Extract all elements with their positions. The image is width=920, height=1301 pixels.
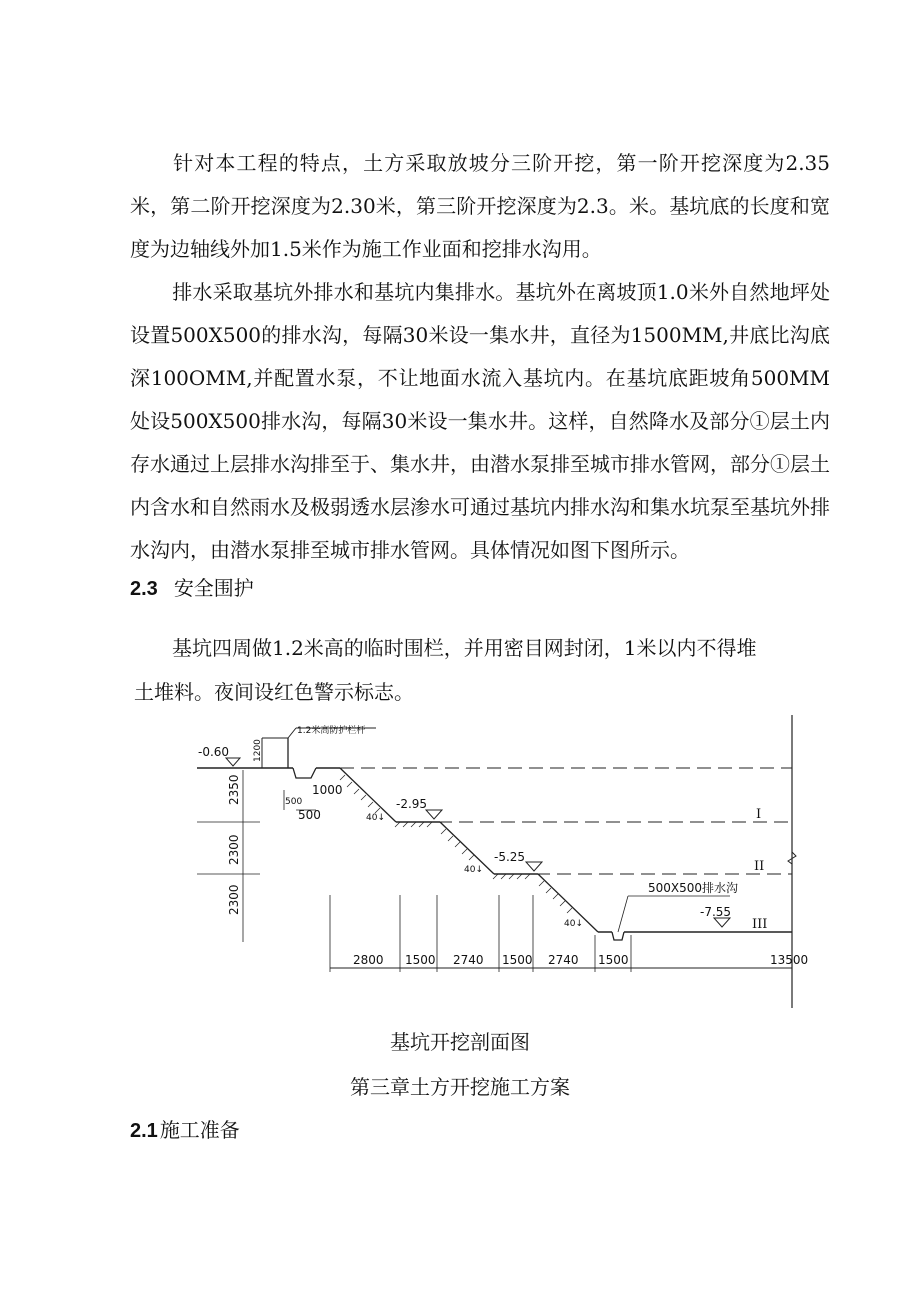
elevation-label: -5.25 bbox=[494, 850, 526, 864]
fence-label: 1.2米高防护栏杆 bbox=[297, 726, 366, 736]
bottom-dim: 2740 bbox=[453, 953, 484, 967]
section-number: 2.1 bbox=[130, 1120, 158, 1142]
section-number: 2.3 bbox=[130, 578, 158, 600]
bottom-dim: 2740 bbox=[548, 953, 579, 967]
section-heading-2-3 bbox=[130, 572, 254, 601]
ditch-dim: 1000 bbox=[312, 783, 343, 797]
excavation-section-drawing bbox=[0, 700, 920, 1020]
elevation-label: -0.60 bbox=[198, 745, 230, 759]
ditch-label: 500X500排水沟 bbox=[648, 881, 739, 895]
section-title: 施工准备 bbox=[159, 1118, 240, 1142]
figure-caption: 基坑开挖剖面图 bbox=[390, 1030, 530, 1054]
dim-2300-b: 2300 bbox=[227, 884, 241, 915]
level-label: III bbox=[752, 917, 768, 932]
bottom-dim: 2800 bbox=[353, 953, 384, 967]
slope-label: 40↓ bbox=[366, 813, 385, 823]
level-label: II bbox=[754, 859, 765, 874]
bottom-dim: 1500 bbox=[502, 953, 533, 967]
chapter-title: 第三章土方开挖施工方案 bbox=[350, 1075, 570, 1099]
bottom-dim: 13500 bbox=[770, 953, 809, 967]
safety-text-line2: 土堆料。夜间设红色警示标志。 bbox=[134, 680, 414, 704]
dim-1200: 1200 bbox=[253, 739, 263, 762]
section-title: 安全围护 bbox=[173, 576, 254, 600]
dim-2350: 2350 bbox=[227, 774, 241, 805]
slope-label: 40↓ bbox=[564, 919, 583, 929]
bottom-dim: 1500 bbox=[405, 953, 436, 967]
bottom-dim: 1500 bbox=[598, 953, 629, 967]
elevation-label: -7.55 bbox=[700, 905, 732, 919]
section-heading-2-1 bbox=[130, 1114, 240, 1143]
paragraph-excavation bbox=[130, 142, 830, 271]
elevation-label: -2.95 bbox=[396, 797, 428, 811]
paragraph-text: 排水采取基坑外排水和基坑内集排水。基坑外在离坡顶1.0米外自然地坪处设置500X500的排水沟，每隔30米设一集水井，直径为1500MM,井底比沟底深100OMM,并配置水泵，不让地面水流入基坑内。在基坑底距坡角500MM处设500X500排水沟，每隔30米设一集水井。这样，自然降水及部分①层土内存水通过上层排水沟排至于、集水井，由潜水泵排至城市排水管网，部分①层土内含水和自然雨水及极弱透水层渗水可通过基坑内排水沟和集水坑泵至基坑外排水沟内，由潜水泵排至城市排水管网。具体情况如图下图所示。 bbox=[130, 280, 830, 562]
dim-2300-a: 2300 bbox=[227, 834, 241, 865]
ditch-dim: 500 bbox=[298, 808, 321, 822]
safety-text-line1: 基坑四周做1.2米高的临时围栏，并用密目网封闭，1米以内不得堆 bbox=[172, 636, 757, 660]
ditch-dim: 500 bbox=[285, 797, 303, 807]
paragraph-text: 针对本工程的特点，土方采取放坡分三阶开挖，第一阶开挖深度为2.35米，第二阶开挖深度为2.30米，第三阶开挖深度为2.3。米。基坑底的长度和宽度为边轴线外加1.5米作为施工作业面和挖排水沟用。 bbox=[130, 151, 830, 261]
level-label: I bbox=[756, 807, 762, 822]
slope-label: 40↓ bbox=[464, 865, 483, 875]
paragraph-drainage bbox=[130, 271, 830, 572]
